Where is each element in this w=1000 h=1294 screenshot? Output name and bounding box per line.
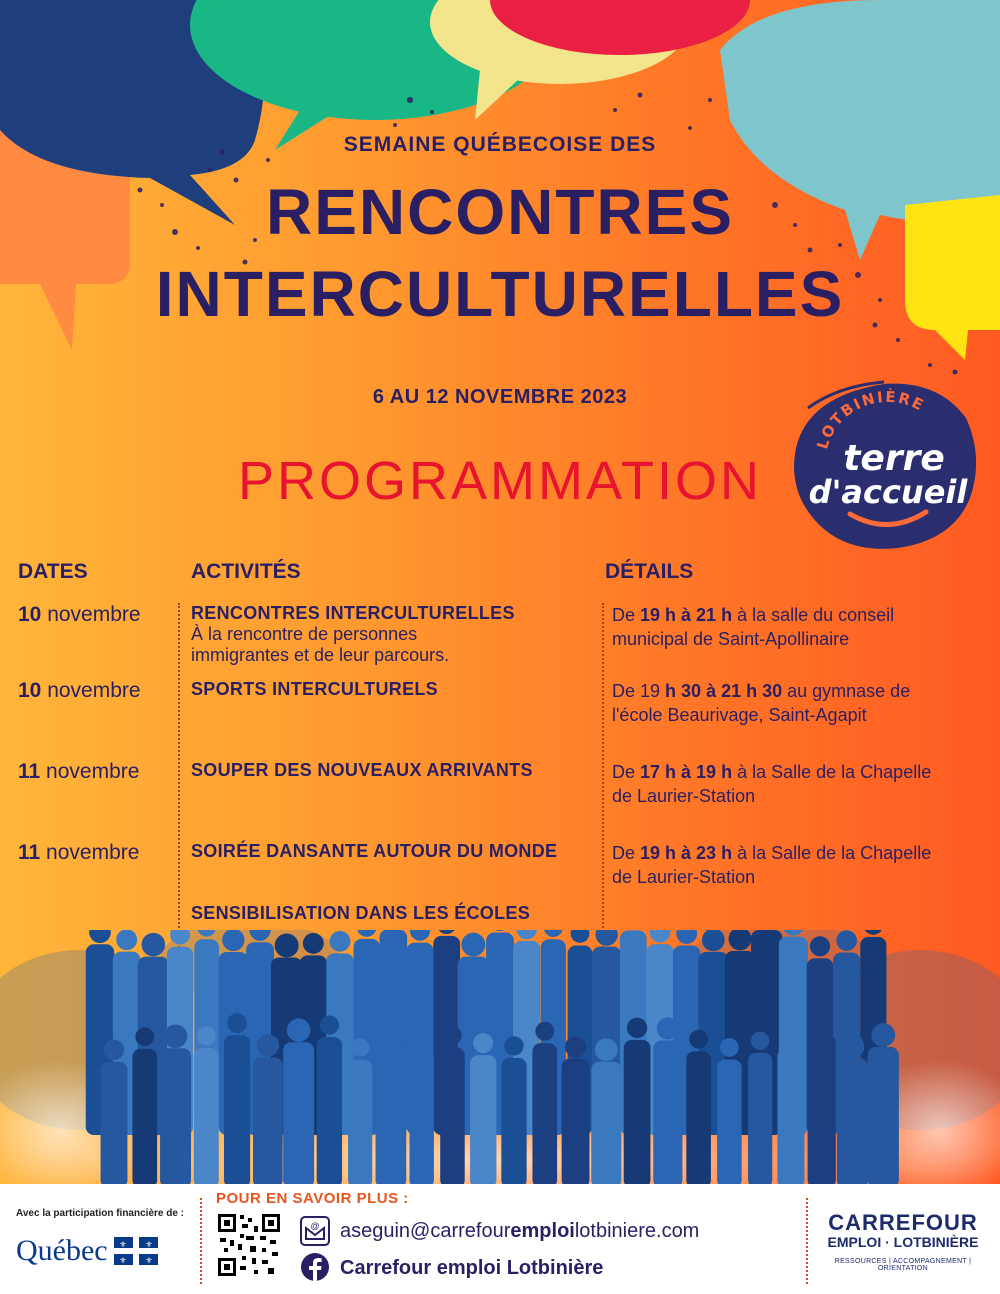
separator-2 (602, 603, 604, 948)
detail-text: De (612, 605, 641, 625)
detail-time: 19 h à 23 h (640, 843, 733, 863)
row-detail (612, 679, 910, 727)
facebook-icon (300, 1252, 330, 1282)
row-month: novembre (46, 760, 140, 783)
column-details: DÉTAILS (605, 560, 694, 583)
person-silhouette (194, 1026, 219, 1188)
programmation-heading: PROGRAMMATION (238, 451, 762, 511)
row-activity (191, 841, 557, 862)
activity-title: SPORTS INTERCULTURELS (191, 679, 438, 699)
detail-time: 19 h à 21 h (640, 605, 733, 625)
detail-text: à la salle du conseil (732, 605, 895, 625)
person-silhouette (132, 1027, 157, 1188)
title-line-1: RENCONTRES (265, 176, 735, 248)
person-silhouette (868, 1023, 899, 1188)
detail-location: de Laurier-Station (612, 867, 756, 887)
person-silhouette (376, 1013, 407, 1188)
detail-text: De 19 (612, 681, 666, 701)
person-silhouette (224, 1013, 250, 1188)
row-detail (612, 760, 931, 808)
facebook-link[interactable]: Carrefour emploi Lotbinière (340, 1257, 604, 1279)
email-text: lotbiniere.com (574, 1220, 700, 1242)
row-month: novembre (46, 841, 140, 864)
title-line-2: INTERCULTURELLES (155, 258, 845, 330)
activity-title: SOUPER DES NOUVEAUX ARRIVANTS (191, 760, 533, 780)
email-icon (300, 1216, 330, 1246)
person-silhouette (160, 1025, 191, 1188)
carrefour-sub: EMPLOI · LOTBINIÈRE (827, 1234, 979, 1250)
qr-code-icon[interactable] (216, 1212, 282, 1278)
detail-text: au gymnase de (782, 681, 911, 701)
detail-location: l'école Beaurivage, Saint-Agapit (612, 705, 867, 725)
person-silhouette (532, 1022, 557, 1188)
row-activity (191, 679, 438, 700)
activity-title: SOIRÉE DANSANTE AUTOUR DU MONDE (191, 841, 558, 861)
carrefour-logo (818, 1210, 988, 1272)
person-silhouette (283, 1018, 314, 1188)
event-dates: 6 AU 12 NOVEMBRE 2023 (372, 386, 628, 408)
detail-time: 17 h à 19 h (640, 762, 733, 782)
activity-desc: À la rencontre de personnes (191, 624, 418, 644)
footer-separator (806, 1198, 808, 1284)
row-detail (612, 841, 931, 889)
row-date (18, 603, 141, 627)
more-info-label: POUR EN SAVOIR PLUS : (216, 1190, 409, 1207)
row-date (18, 841, 139, 865)
detail-text: De (612, 843, 641, 863)
subtitle: SEMAINE QUÉBECOISE DES (343, 133, 657, 156)
row-date (18, 679, 141, 703)
detail-text: à la Salle de la Chapelle (732, 843, 932, 863)
separator-1 (178, 603, 180, 948)
svg-text:⚜: ⚜ (145, 1256, 153, 1265)
row-activity (191, 603, 515, 666)
logo-top-text: LOTBINIÈRE (813, 387, 928, 452)
detail-text: à la Salle de la Chapelle (732, 762, 932, 782)
row-detail (612, 603, 894, 651)
activity-title: SENSIBILISATION DANS LES ÉCOLES (191, 903, 531, 923)
detail-time: h 30 à 21 h 30 (665, 681, 783, 701)
detail-location: de Laurier-Station (612, 786, 756, 806)
person-silhouette (624, 1018, 651, 1188)
svg-text:@: @ (310, 1221, 320, 1231)
row-month: novembre (47, 679, 141, 702)
logo-line-2: d'accueil (808, 473, 968, 511)
row-day: 11 (18, 760, 41, 783)
email-text: aseguin@carrefour (340, 1220, 511, 1242)
quebec-logo (16, 1234, 158, 1268)
row-day: 10 (18, 603, 42, 626)
activity-desc: immigrantes et de leur parcours. (191, 645, 450, 665)
logo-line-1: terre (843, 438, 945, 479)
person-silhouette (686, 1030, 711, 1188)
activity-title: RENCONTRES INTERCULTURELLES (191, 603, 515, 623)
row-activity (191, 903, 530, 924)
footer-separator (200, 1198, 202, 1284)
carrefour-wordmark: CARREFOUR (828, 1210, 978, 1235)
column-activities: ACTIVITÉS (191, 560, 301, 583)
email-text-bold: emploi (510, 1220, 575, 1242)
row-month: novembre (47, 603, 141, 626)
carrefour-tags: RESSOURCES | ACCOMPAGNEMENT | ORIENTATION (834, 1258, 972, 1272)
person-silhouette (748, 1032, 772, 1188)
person-silhouette (440, 1026, 465, 1188)
footer (0, 1184, 1000, 1294)
row-day: 11 (18, 841, 41, 864)
row-day: 10 (18, 679, 42, 702)
svg-text:⚜: ⚜ (119, 1240, 127, 1249)
quebec-flag-icon (114, 1237, 158, 1265)
person-silhouette (317, 1015, 342, 1188)
email-link[interactable] (340, 1220, 699, 1243)
row-date (18, 760, 139, 784)
terre-accueil-logo (788, 378, 980, 553)
person-silhouette (777, 1027, 804, 1188)
svg-text:⚜: ⚜ (119, 1256, 127, 1265)
quebec-wordmark: Québec (16, 1234, 108, 1267)
funding-label: Avec la participation financière de : (16, 1208, 185, 1219)
person-silhouette (808, 1012, 836, 1188)
detail-location: municipal de Saint-Apollinaire (612, 629, 850, 649)
crowd-illustration (0, 930, 1000, 1200)
detail-text: De (612, 762, 641, 782)
person-silhouette (409, 1026, 433, 1188)
person-silhouette (653, 1017, 682, 1188)
column-dates: DATES (18, 560, 88, 583)
svg-text:⚜: ⚜ (145, 1240, 153, 1249)
person-silhouette (470, 1033, 496, 1188)
row-activity (191, 760, 533, 781)
